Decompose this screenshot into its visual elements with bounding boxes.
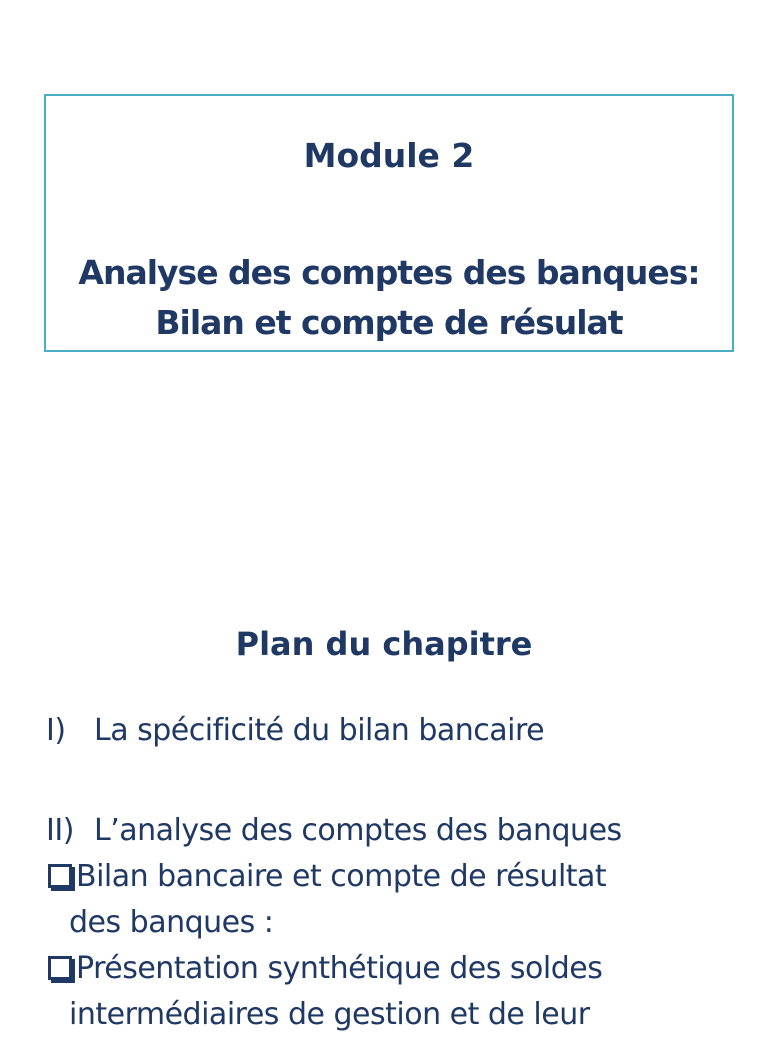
subtitle-line-2: Bilan et compte de résulat	[155, 303, 623, 342]
bullet-line-1: Bilan bancaire et compte de résultat	[76, 859, 607, 894]
checkbox-bullet-icon	[48, 864, 72, 888]
bullet-item-2	[48, 946, 602, 992]
bullet-line-2: des banques :	[69, 905, 274, 940]
bullet-item-1	[48, 854, 606, 900]
module-title: Module 2	[303, 136, 475, 175]
plan-item-text: L’analyse des comptes des banques	[94, 813, 622, 848]
bullet-line-2: intermédiaires de gestion et de leur	[69, 997, 590, 1032]
bullet-item-2-continuation	[69, 992, 590, 1038]
plan-heading: Plan du chapitre	[235, 625, 533, 663]
module-subtitle	[46, 248, 732, 348]
plan-item-number: I)	[46, 713, 66, 748]
bullet-line-1: Présentation synthétique des soldes	[76, 951, 603, 986]
plan-item-text: La spécificité du bilan bancaire	[94, 713, 545, 748]
plan-item-number: II)	[46, 813, 74, 848]
bullet-item-1-continuation	[69, 900, 273, 946]
plan-item-1	[46, 708, 544, 754]
checkbox-bullet-icon	[48, 956, 72, 980]
plan-item-2	[46, 808, 622, 854]
title-box	[44, 94, 734, 352]
subtitle-line-1: Analyse des comptes des banques:	[78, 253, 700, 292]
